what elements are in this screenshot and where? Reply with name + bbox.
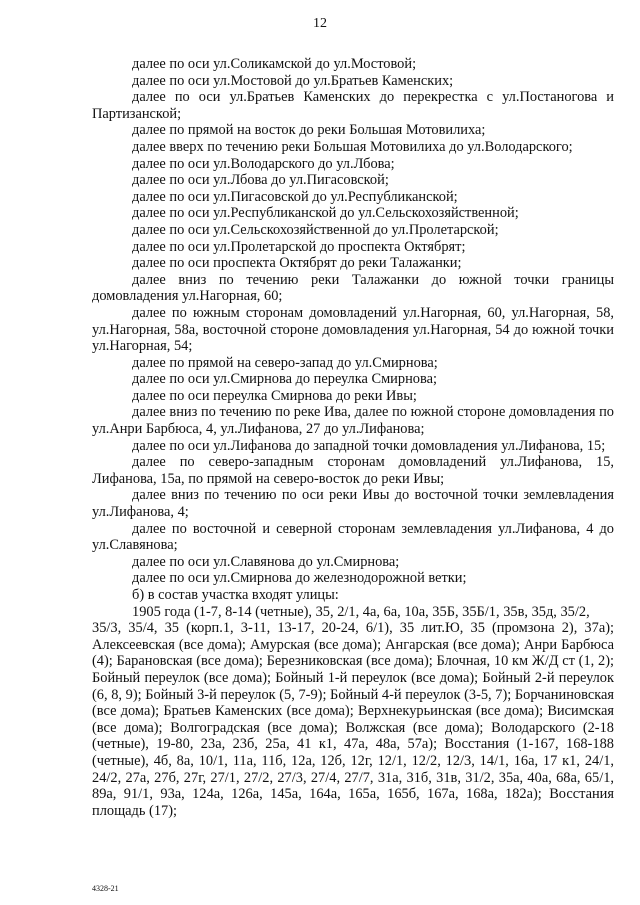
paragraph: далее по оси ул.Лбова до ул.Пигасовской; xyxy=(132,172,389,189)
paragraph: далее вниз по течению по реке Ива, далее по южной стороне домовладения по ул.Анри Барбюса, 4, ул.Лифанова, 27 до ул.Лифанова; xyxy=(92,404,614,438)
paragraph: 1905 года (1-7, 8-14 (четные), 35, 2/1, 4а, 6а, 10а, 35Б, 35Б/1, 35в, 35д, 35/2, xyxy=(132,603,590,620)
paragraph: далее по оси проспекта Октябрят до реки Талажанки; xyxy=(132,255,462,272)
document-code: 4328-21 xyxy=(92,884,119,893)
paragraph: далее по оси ул.Пигасовской до ул.Республиканской; xyxy=(132,188,458,205)
paragraph: далее вниз по течению реки Талажанки до южной точки границы домовладения ул.Нагорная, 60; xyxy=(92,271,614,305)
paragraph: далее по прямой на северо-запад до ул.Смирнова; xyxy=(132,354,438,371)
paragraph: далее по оси ул.Володарского до ул.Лбова; xyxy=(132,155,395,172)
paragraph: далее по восточной и северной сторонам землевладения ул.Лифанова, 4 до ул.Славянова; xyxy=(92,520,614,554)
paragraph: далее вниз по течению по оси реки Ивы до восточной точки землевладения ул.Лифанова, 4; xyxy=(92,487,614,521)
paragraph: далее по оси ул.Лифанова до западной точки домовладения ул.Лифанова, 15; xyxy=(132,437,606,454)
paragraph: б) в состав участка входят улицы: xyxy=(132,587,339,603)
page-number: 12 xyxy=(313,16,327,31)
paragraph: далее по северо-западным сторонам домовладений ул.Лифанова, 15, Лифанова, 15а, по прямой на северо-восток до реки Ивы; xyxy=(92,454,614,487)
street-list: 35/3, 35/4, 35 (корп.1, 3-11, 13-17, 20-24, 6/1), 35 лит.Ю, 35 (промзона 2), 37а); Алексеевская (все дома); Амурская (все дома); Ангарская (все дома); Анри Барбюса (4); Барановская (все дома); Березниковская (все дома); Блочная, 10 км Ж/Д ст (1, 2); Бойный переулок (все дома); Бойный 1-й переулок (все дома); Бойный 2-й переулок (6, 8, 9); Бойный 3-й переулок (5, 7-9); Бойный 4-й переулок (3-5, 7); Борчаниновская (все дома); Братьев Каменских (все дома); Верхнекурьинская (все дома); Висимская (все дома); Волгоградская (все дома); Волжская (все дома); Володарского (2-18 (четные), 19-80, 23а, 23б, 25а, 41 к1, 47а, 48а, 57а); Восстания (1-167, 168-188 (четные), 4б, 8а, 10/1, 11а, 11б, 12а, 12б, 12г, 12/1, 12/2, 12/3, 14/1, 16а, 17 к1, 24/1, 24/2, 27а, 27б, 27г, 27/1, 27/2, 27/3, 27/4, 27/7, 31а, 31б, 31в, 31/2, 35а, 40а, 68а, 65/1, 89а, 91/1, 93а, 124а, 126а, 145а, 164а, 165а, 165б, 167а, 168а, 182а); Восстания площадь (17); xyxy=(92,620,614,819)
paragraph: далее по оси ул.Братьев Каменских до перекрестка с ул.Постаногова и Партизанской; xyxy=(92,89,614,122)
paragraph: далее вверх по течению реки Большая Мотовилиха до ул.Володарского; xyxy=(132,138,573,155)
paragraph: далее по оси ул.Мостовой до ул.Братьев Каменских; xyxy=(132,72,454,89)
paragraph: далее по оси ул.Пролетарской до проспекта Октябрят; xyxy=(132,238,466,255)
paragraph: далее по оси ул.Смирнова до переулка Смирнова; xyxy=(132,371,437,388)
paragraph: далее по оси ул.Смирнова до железнодорожной ветки; xyxy=(132,570,467,587)
paragraph: далее по оси переулка Смирнова до реки Ивы; xyxy=(132,387,417,404)
paragraph: далее по прямой на восток до реки Большая Мотовилиха; xyxy=(132,122,486,139)
paragraph: далее по оси ул.Сельскохозяйственной до ул.Пролетарской; xyxy=(132,221,499,238)
paragraph: далее по оси ул.Республиканской до ул.Сельскохозяйственной; xyxy=(132,205,519,222)
paragraph: далее по оси ул.Славянова до ул.Смирнова; xyxy=(132,553,400,570)
document-body xyxy=(92,56,614,819)
paragraph: далее по южным сторонам домовладений ул.Нагорная, 60, ул.Нагорная, 58, ул.Нагорная, 58а, восточной стороне домовладения ул.Нагорная, 54 до южной точки ул.Нагорная, 54; xyxy=(92,304,614,355)
paragraph: далее по оси ул.Соликамской до ул.Мостовой; xyxy=(132,56,417,72)
